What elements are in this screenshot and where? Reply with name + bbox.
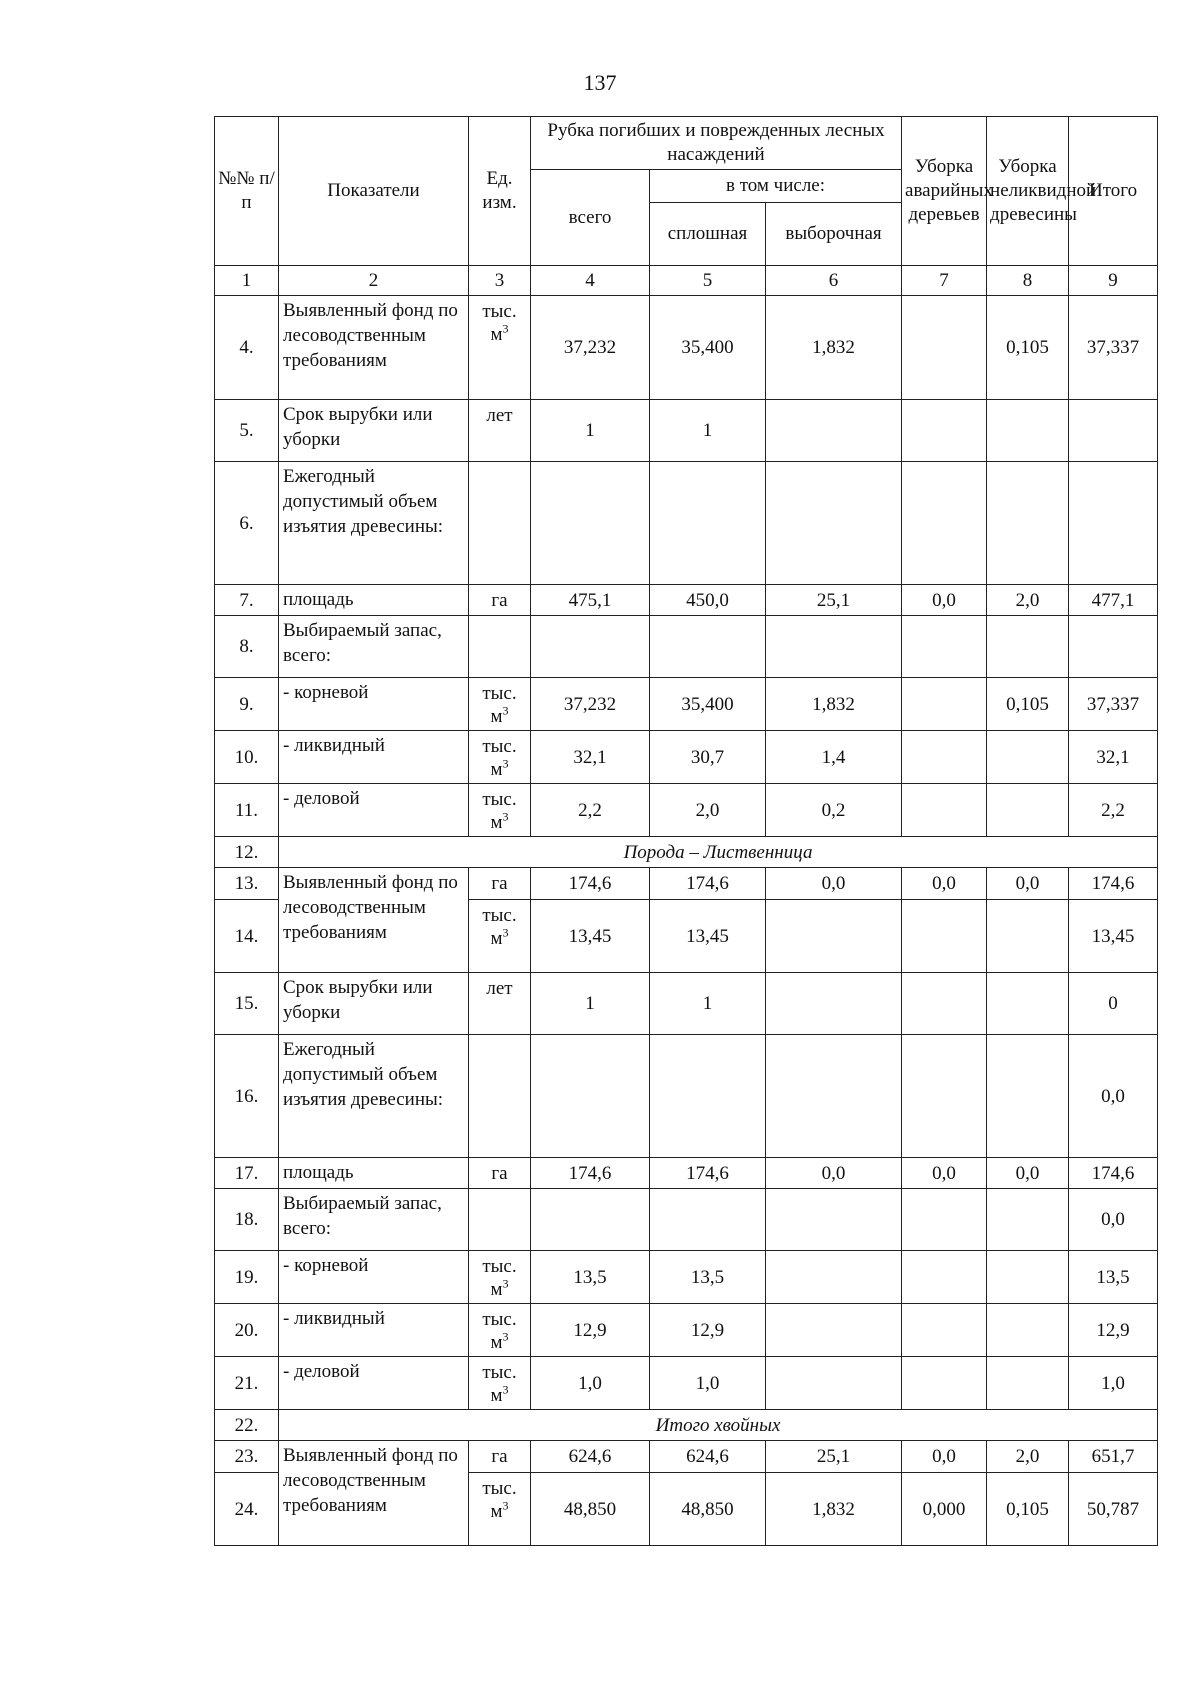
value-cell: 48,850 bbox=[531, 1473, 650, 1546]
value-cell: 0,0 bbox=[766, 868, 902, 900]
indicator-label: - деловой bbox=[279, 1357, 469, 1410]
value-cell bbox=[531, 462, 650, 585]
value-cell bbox=[1069, 462, 1158, 585]
table-row bbox=[215, 1158, 1158, 1189]
column-number: 6 bbox=[766, 266, 902, 296]
value-cell: 13,5 bbox=[650, 1251, 766, 1304]
value-cell bbox=[766, 1189, 902, 1251]
value-cell bbox=[650, 462, 766, 585]
value-cell: 12,9 bbox=[650, 1304, 766, 1357]
value-cell: 174,6 bbox=[531, 1158, 650, 1189]
column-number: 2 bbox=[279, 266, 469, 296]
header-felling-group: Рубка погибших и поврежденных лесных насаждений bbox=[531, 117, 902, 170]
row-number: 21. bbox=[215, 1357, 279, 1410]
table-row bbox=[215, 1251, 1158, 1304]
table-row bbox=[215, 462, 1158, 585]
value-cell: 25,1 bbox=[766, 1441, 902, 1473]
indicator-label: Выбираемый запас, всего: bbox=[279, 616, 469, 678]
header-including: в том числе: bbox=[650, 170, 902, 203]
indicator-label: площадь bbox=[279, 585, 469, 616]
value-cell bbox=[987, 731, 1069, 784]
value-cell bbox=[902, 616, 987, 678]
value-cell bbox=[902, 296, 987, 400]
value-cell: 37,232 bbox=[531, 678, 650, 731]
value-cell: 0,0 bbox=[987, 868, 1069, 900]
value-cell: 2,2 bbox=[531, 784, 650, 837]
header-indicators: Показатели bbox=[279, 117, 469, 266]
indicator-label: Срок вырубки или уборки bbox=[279, 973, 469, 1035]
value-cell bbox=[987, 1357, 1069, 1410]
header-grand-total: Итого bbox=[1069, 117, 1158, 266]
value-cell: 32,1 bbox=[1069, 731, 1158, 784]
indicator-label: Ежегодный допустимый объем изъятия древесины: bbox=[279, 462, 469, 585]
header-num: №№ п/п bbox=[215, 117, 279, 266]
value-cell bbox=[902, 1304, 987, 1357]
unit-cell: тыс. $м^3$ bbox=[469, 900, 531, 973]
value-cell: 0,000 bbox=[902, 1473, 987, 1546]
unit-cell: га bbox=[469, 1158, 531, 1189]
value-cell: 50,787 bbox=[1069, 1473, 1158, 1546]
unit-cell: лет bbox=[469, 400, 531, 462]
header-clear: сплошная bbox=[650, 203, 766, 266]
value-cell: 0,105 bbox=[987, 1473, 1069, 1546]
value-cell: 1 bbox=[650, 973, 766, 1035]
value-cell bbox=[902, 1035, 987, 1158]
indicator-label: Срок вырубки или уборки bbox=[279, 400, 469, 462]
indicator-label: - корневой bbox=[279, 678, 469, 731]
row-number: 10. bbox=[215, 731, 279, 784]
value-cell bbox=[902, 731, 987, 784]
felling-table bbox=[214, 116, 1158, 1546]
value-cell: 477,1 bbox=[1069, 585, 1158, 616]
header-total: всего bbox=[531, 170, 650, 266]
unit-cell: тыс. $м^3$ bbox=[469, 1357, 531, 1410]
unit-cell: тыс. $м^3$ bbox=[469, 296, 531, 400]
value-cell bbox=[766, 900, 902, 973]
value-cell bbox=[987, 784, 1069, 837]
value-cell: 12,9 bbox=[1069, 1304, 1158, 1357]
value-cell: 475,1 bbox=[531, 585, 650, 616]
value-cell: 0,0 bbox=[902, 1441, 987, 1473]
table-row bbox=[215, 1189, 1158, 1251]
value-cell: 37,337 bbox=[1069, 296, 1158, 400]
unit-cell bbox=[469, 1189, 531, 1251]
value-cell bbox=[987, 973, 1069, 1035]
value-cell: 1 bbox=[531, 973, 650, 1035]
unit-cell: га bbox=[469, 868, 531, 900]
indicator-label: - ликвидный bbox=[279, 1304, 469, 1357]
table-row bbox=[215, 868, 1158, 900]
row-number: 13. bbox=[215, 868, 279, 900]
value-cell: 25,1 bbox=[766, 585, 902, 616]
value-cell bbox=[902, 1357, 987, 1410]
value-cell: 1,0 bbox=[650, 1357, 766, 1410]
value-cell: 12,9 bbox=[531, 1304, 650, 1357]
column-number: 5 bbox=[650, 266, 766, 296]
value-cell: 651,7 bbox=[1069, 1441, 1158, 1473]
value-cell: 13,45 bbox=[1069, 900, 1158, 973]
row-number: 4. bbox=[215, 296, 279, 400]
value-cell bbox=[902, 973, 987, 1035]
row-number: 17. bbox=[215, 1158, 279, 1189]
header-cleanup-illiquid: Уборка неликвидной древесины bbox=[987, 117, 1069, 266]
table-row bbox=[215, 400, 1158, 462]
table-row bbox=[215, 1410, 1158, 1441]
value-cell: 0,105 bbox=[987, 296, 1069, 400]
value-cell: 0 bbox=[1069, 973, 1158, 1035]
column-number: 1 bbox=[215, 266, 279, 296]
value-cell bbox=[766, 1357, 902, 1410]
header-unit: Ед. изм. bbox=[469, 117, 531, 266]
row-number: 24. bbox=[215, 1473, 279, 1546]
value-cell: 1 bbox=[650, 400, 766, 462]
table-row bbox=[215, 837, 1158, 868]
indicator-label: площадь bbox=[279, 1158, 469, 1189]
header-selective: выборочная bbox=[766, 203, 902, 266]
value-cell: 37,232 bbox=[531, 296, 650, 400]
value-cell: 13,5 bbox=[1069, 1251, 1158, 1304]
value-cell: 0,0 bbox=[1069, 1035, 1158, 1158]
value-cell: 1,0 bbox=[1069, 1357, 1158, 1410]
value-cell: 174,6 bbox=[650, 1158, 766, 1189]
value-cell: 174,6 bbox=[1069, 868, 1158, 900]
value-cell: 1,832 bbox=[766, 296, 902, 400]
value-cell: 1,0 bbox=[531, 1357, 650, 1410]
row-number: 5. bbox=[215, 400, 279, 462]
header-cleanup-emergency: Уборка аварийных деревьев bbox=[902, 117, 987, 266]
row-number: 8. bbox=[215, 616, 279, 678]
value-cell bbox=[902, 1251, 987, 1304]
value-cell bbox=[987, 1035, 1069, 1158]
table-row bbox=[215, 1441, 1158, 1473]
value-cell bbox=[902, 784, 987, 837]
value-cell: 0,0 bbox=[766, 1158, 902, 1189]
indicator-label: - корневой bbox=[279, 1251, 469, 1304]
value-cell: 35,400 bbox=[650, 678, 766, 731]
table-row bbox=[215, 678, 1158, 731]
value-cell: 13,5 bbox=[531, 1251, 650, 1304]
value-cell: 0,105 bbox=[987, 678, 1069, 731]
value-cell: 624,6 bbox=[650, 1441, 766, 1473]
row-number: 16. bbox=[215, 1035, 279, 1158]
value-cell: 174,6 bbox=[531, 868, 650, 900]
value-cell bbox=[766, 1035, 902, 1158]
value-cell bbox=[987, 1251, 1069, 1304]
indicator-label: Выявленный фонд по лесоводственным требованиям bbox=[279, 868, 469, 973]
value-cell: 2,2 bbox=[1069, 784, 1158, 837]
value-cell: 13,45 bbox=[650, 900, 766, 973]
unit-cell: тыс. $м^3$ bbox=[469, 1473, 531, 1546]
value-cell: 1,832 bbox=[766, 1473, 902, 1546]
unit-cell: тыс. $м^3$ bbox=[469, 1251, 531, 1304]
table-row bbox=[215, 616, 1158, 678]
row-number: 14. bbox=[215, 900, 279, 973]
indicator-label: Ежегодный допустимый объем изъятия древесины: bbox=[279, 1035, 469, 1158]
unit-cell bbox=[469, 1035, 531, 1158]
value-cell bbox=[531, 1035, 650, 1158]
value-cell bbox=[987, 400, 1069, 462]
row-number: 11. bbox=[215, 784, 279, 837]
row-number: 15. bbox=[215, 973, 279, 1035]
unit-cell bbox=[469, 462, 531, 585]
value-cell: 0,0 bbox=[902, 1158, 987, 1189]
value-cell bbox=[902, 400, 987, 462]
value-cell bbox=[987, 900, 1069, 973]
value-cell: 1,4 bbox=[766, 731, 902, 784]
value-cell bbox=[902, 1189, 987, 1251]
value-cell bbox=[987, 616, 1069, 678]
value-cell: 450,0 bbox=[650, 585, 766, 616]
value-cell bbox=[650, 1035, 766, 1158]
table-row bbox=[215, 585, 1158, 616]
unit-cell: га bbox=[469, 1441, 531, 1473]
section-title: Итого хвойных bbox=[279, 1410, 1158, 1441]
unit-cell: тыс. $м^3$ bbox=[469, 731, 531, 784]
page-number: 137 bbox=[583, 70, 617, 95]
value-cell bbox=[902, 462, 987, 585]
value-cell bbox=[902, 900, 987, 973]
unit-cell: га bbox=[469, 585, 531, 616]
table-row bbox=[215, 296, 1158, 400]
column-number: 3 bbox=[469, 266, 531, 296]
value-cell: 174,6 bbox=[1069, 1158, 1158, 1189]
value-cell bbox=[902, 678, 987, 731]
value-cell: 2,0 bbox=[987, 1441, 1069, 1473]
value-cell: 2,0 bbox=[987, 585, 1069, 616]
row-number: 7. bbox=[215, 585, 279, 616]
value-cell bbox=[766, 400, 902, 462]
table-row bbox=[215, 1035, 1158, 1158]
value-cell bbox=[766, 616, 902, 678]
table-row bbox=[215, 731, 1158, 784]
value-cell: 624,6 bbox=[531, 1441, 650, 1473]
unit-cell: тыс. $м^3$ bbox=[469, 784, 531, 837]
value-cell: 0,2 bbox=[766, 784, 902, 837]
row-number: 12. bbox=[215, 837, 279, 868]
row-number: 18. bbox=[215, 1189, 279, 1251]
indicator-label: - деловой bbox=[279, 784, 469, 837]
value-cell: 0,0 bbox=[1069, 1189, 1158, 1251]
value-cell bbox=[766, 1251, 902, 1304]
value-cell bbox=[766, 973, 902, 1035]
value-cell: 13,45 bbox=[531, 900, 650, 973]
value-cell: 1 bbox=[531, 400, 650, 462]
indicator-label: Выявленный фонд по лесоводственным требованиям bbox=[279, 296, 469, 400]
value-cell: 0,0 bbox=[902, 585, 987, 616]
table-row bbox=[215, 973, 1158, 1035]
column-number: 8 bbox=[987, 266, 1069, 296]
value-cell: 174,6 bbox=[650, 868, 766, 900]
value-cell bbox=[987, 462, 1069, 585]
value-cell: 0,0 bbox=[902, 868, 987, 900]
unit-cell: лет bbox=[469, 973, 531, 1035]
value-cell bbox=[531, 616, 650, 678]
value-cell: 0,0 bbox=[987, 1158, 1069, 1189]
value-cell: 37,337 bbox=[1069, 678, 1158, 731]
value-cell: 48,850 bbox=[650, 1473, 766, 1546]
column-number: 9 bbox=[1069, 266, 1158, 296]
value-cell: 1,832 bbox=[766, 678, 902, 731]
indicator-label: - ликвидный bbox=[279, 731, 469, 784]
unit-cell bbox=[469, 616, 531, 678]
row-number: 6. bbox=[215, 462, 279, 585]
row-number: 22. bbox=[215, 1410, 279, 1441]
indicator-label: Выбираемый запас, всего: bbox=[279, 1189, 469, 1251]
column-number: 7 bbox=[902, 266, 987, 296]
table-row bbox=[215, 784, 1158, 837]
value-cell: 32,1 bbox=[531, 731, 650, 784]
indicator-label: Выявленный фонд по лесоводственным требованиям bbox=[279, 1441, 469, 1546]
value-cell bbox=[531, 1189, 650, 1251]
table-row bbox=[215, 1304, 1158, 1357]
column-number: 4 bbox=[531, 266, 650, 296]
value-cell bbox=[1069, 616, 1158, 678]
value-cell bbox=[987, 1189, 1069, 1251]
value-cell bbox=[987, 1304, 1069, 1357]
value-cell bbox=[650, 616, 766, 678]
row-number: 20. bbox=[215, 1304, 279, 1357]
value-cell bbox=[650, 1189, 766, 1251]
row-number: 23. bbox=[215, 1441, 279, 1473]
value-cell bbox=[766, 1304, 902, 1357]
value-cell: 35,400 bbox=[650, 296, 766, 400]
unit-cell: тыс. $м^3$ bbox=[469, 1304, 531, 1357]
row-number: 9. bbox=[215, 678, 279, 731]
table-row bbox=[215, 1357, 1158, 1410]
unit-cell: тыс. $м^3$ bbox=[469, 678, 531, 731]
value-cell: 2,0 bbox=[650, 784, 766, 837]
value-cell bbox=[766, 462, 902, 585]
row-number: 19. bbox=[215, 1251, 279, 1304]
section-title: Порода – Лиственница bbox=[279, 837, 1158, 868]
value-cell bbox=[1069, 400, 1158, 462]
value-cell: 30,7 bbox=[650, 731, 766, 784]
